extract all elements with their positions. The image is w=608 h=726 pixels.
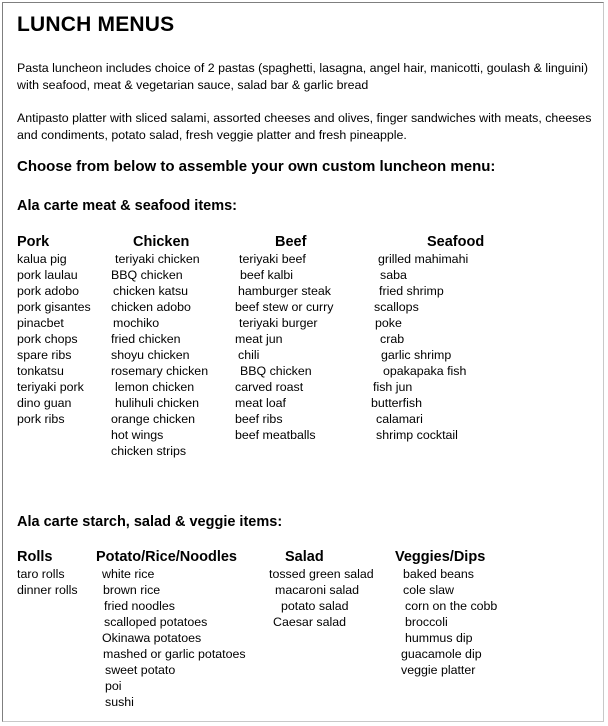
menu-item: mochiko — [113, 316, 160, 330]
menu-item: potato salad — [281, 599, 349, 613]
menu-item: chicken strips — [111, 444, 187, 458]
menu-item: baked beans — [403, 567, 474, 581]
veggies-dips-column — [393, 548, 497, 678]
menu-item: fish jun — [373, 380, 413, 394]
menu-item: calamari — [376, 412, 423, 426]
menu-item: fried chicken — [111, 332, 181, 346]
menu-item: hummus dip — [405, 631, 473, 645]
menu-item: teriyaki pork — [17, 380, 84, 394]
menu-item: grilled mahimahi — [378, 252, 469, 266]
menu-item: lemon chicken — [115, 380, 195, 394]
menu-item: chicken adobo — [111, 300, 191, 314]
menu-item: fried shrimp — [379, 284, 444, 298]
menu-item: guacamole dip — [401, 647, 482, 661]
menu-item: cole slaw — [403, 583, 454, 597]
choose-heading: Choose from below to assemble your own custom luncheon menu: — [17, 158, 496, 175]
menu-item: hot wings — [111, 428, 164, 442]
column-header: Veggies/Dips — [395, 549, 486, 565]
column-header: Beef — [275, 234, 307, 250]
menu-item: pork ribs — [17, 412, 65, 426]
document-frame — [2, 2, 604, 722]
menu-item: mashed or garlic potatoes — [103, 647, 246, 661]
menu-item: beef stew or curry — [235, 300, 334, 314]
menu-item: teriyaki burger — [239, 316, 318, 330]
menu-item: poi — [105, 679, 122, 693]
menu-item: white rice — [102, 567, 155, 581]
menu-item: scallops — [374, 300, 419, 314]
menu-item: carved roast — [235, 380, 304, 394]
menu-item: opakapaka fish — [383, 364, 467, 378]
menu-item: veggie platter — [401, 663, 476, 677]
menu-item: orange chicken — [111, 412, 196, 426]
menu-item: sweet potato — [105, 663, 176, 677]
menu-item: BBQ chicken — [240, 364, 312, 378]
menu-item: pork gisantes — [17, 300, 91, 314]
menu-item: beef ribs — [235, 412, 283, 426]
menu-item: garlic shrimp — [381, 348, 452, 362]
menu-item: pinacbet — [17, 316, 64, 330]
column-header: Chicken — [133, 234, 190, 250]
column-header: Seafood — [427, 234, 485, 250]
menu-item: saba — [380, 268, 407, 282]
menu-item: meat loaf — [235, 396, 286, 410]
menu-item: chili — [238, 348, 260, 362]
menu-item: broccoli — [405, 615, 448, 629]
menu-item: beef meatballs — [235, 428, 316, 442]
menu-item: pork adobo — [17, 284, 80, 298]
menu-item: taro rolls — [17, 567, 65, 581]
menu-item: hamburger steak — [238, 284, 331, 298]
menu-item: hulihuli chicken — [115, 396, 200, 410]
menu-item: spare ribs — [17, 348, 72, 362]
antipasto-paragraph: Antipasto platter with sliced salami, assorted cheeses and olives, finger sandwiches with meats, cheeses and condiments, potato salad, fresh veggie platter and fresh pineapple. — [17, 111, 592, 142]
menu-item: teriyaki chicken — [115, 252, 200, 266]
menu-item: shrimp cocktail — [376, 428, 458, 442]
menu-item: shoyu chicken — [111, 348, 190, 362]
starch-section-heading: Ala carte starch, salad & veggie items: — [17, 514, 283, 530]
menu-item: Caesar salad — [273, 615, 347, 629]
menu-item: macaroni salad — [275, 583, 360, 597]
potato-rice-noodles-column — [96, 548, 246, 710]
menu-item: BBQ chicken — [111, 268, 183, 282]
menu-item: chicken katsu — [113, 284, 189, 298]
menu-item: brown rice — [103, 583, 161, 597]
seafood-column — [371, 233, 484, 443]
menu-item: tossed green salad — [269, 567, 374, 581]
menu-item: pork laulau — [17, 268, 78, 282]
pasta-luncheon-paragraph: Pasta luncheon includes choice of 2 pastas (spaghetti, lasagna, angel hair, manicotti, goulash & linguini) with seafood, meat & vegetarian sauce, salad bar & garlic bread — [17, 61, 589, 92]
column-header: Pork — [17, 234, 50, 250]
menu-item: butterfish — [371, 396, 422, 410]
menu-document — [17, 13, 597, 709]
column-header: Potato/Rice/Noodles — [96, 549, 237, 565]
rolls-column — [17, 548, 78, 598]
menu-item: fried noodles — [104, 599, 175, 613]
menu-item: scalloped potatoes — [104, 615, 208, 629]
menu-item: poke — [375, 316, 402, 330]
menu-item: tonkatsu — [17, 364, 64, 378]
menu-item: crab — [380, 332, 405, 346]
menu-item: dinner rolls — [17, 583, 78, 597]
column-header: Salad — [285, 549, 324, 565]
chicken-column — [111, 233, 208, 459]
menu-item: meat jun — [235, 332, 283, 346]
menu-item: pork chops — [17, 332, 78, 346]
beef-column — [235, 233, 333, 443]
menu-item: Okinawa potatoes — [102, 631, 202, 645]
salad-column — [269, 548, 374, 630]
menu-item: corn on the cobb — [405, 599, 498, 613]
menu-item: teriyaki beef — [239, 252, 306, 266]
column-header: Rolls — [17, 549, 53, 565]
menu-item: kalua pig — [17, 252, 67, 266]
meat-section-heading: Ala carte meat & seafood items: — [17, 198, 237, 214]
menu-item: rosemary chicken — [111, 364, 209, 378]
menu-item: sushi — [105, 695, 134, 709]
menu-item: beef kalbi — [240, 268, 294, 282]
pork-column — [17, 233, 91, 427]
menu-item: dino guan — [17, 396, 72, 410]
page-title: LUNCH MENUS — [17, 13, 175, 36]
